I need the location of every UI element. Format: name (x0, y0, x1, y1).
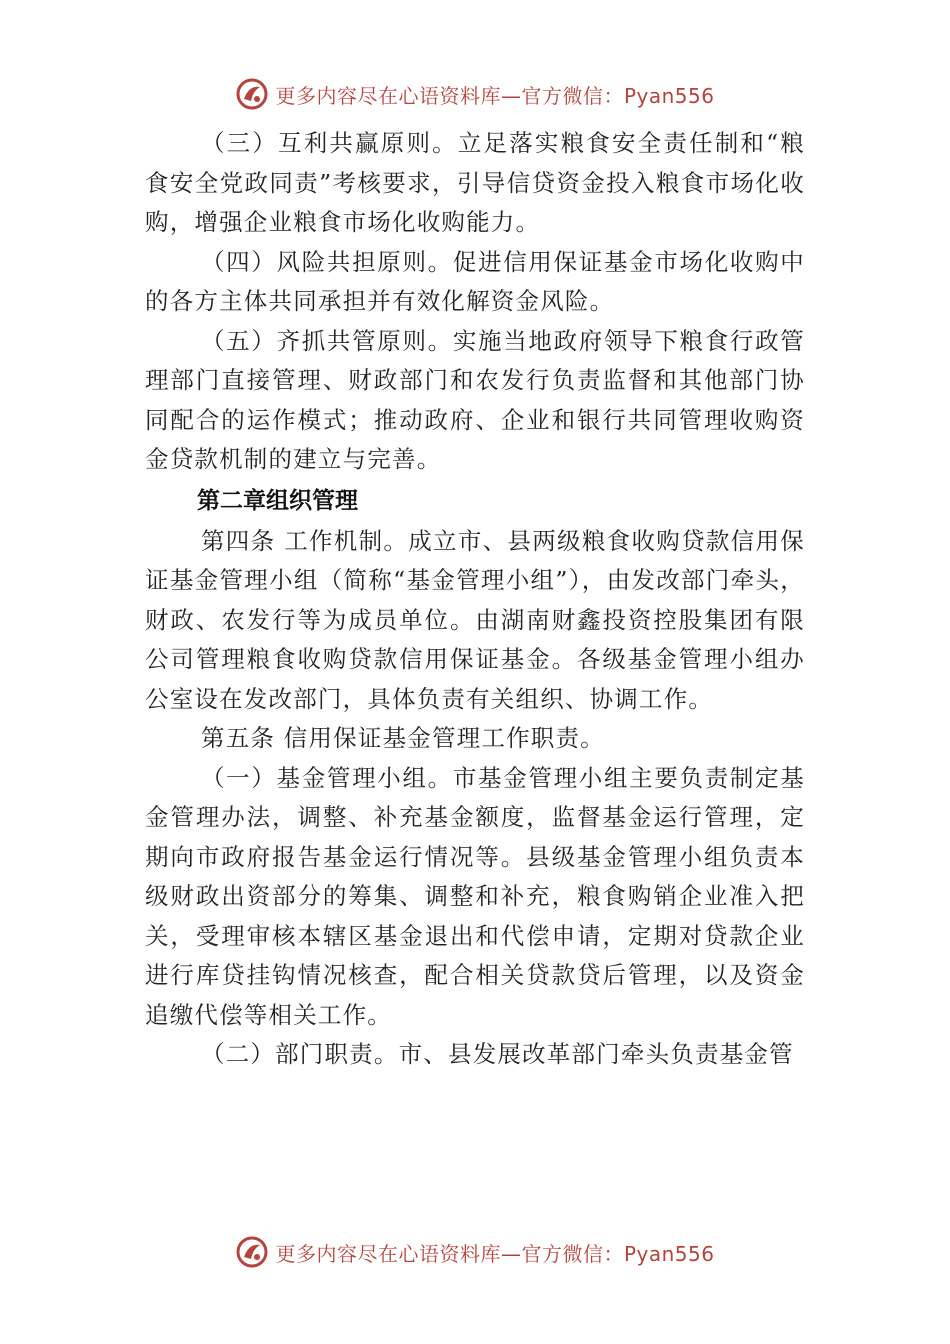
header-banner (0, 72, 950, 116)
paragraph-fund-group: （一）基金管理小组。市基金管理小组主要负责制定基金管理办法，调整、补充基金额度，监督基金运行管理，定期向市政府报告基金运行情况等。县级基金管理小组负责本级财政出资部分的筹集、调整和补充，粮食购销企业准入把关，受理审核本辖区基金退出和代偿申请，定期对贷款企业进行库贷挂钩情况核查，配合相关贷款贷后管理，以及资金追缴代偿等相关工作。 (145, 763, 805, 1029)
paragraph-principle-5: （五）齐抓共管原则。实施当地政府领导下粮食行政管理部门直接管理、财政部门和农发行负责监督和其他部门协同配合的运作模式；推动政府、企业和银行共同管理收购资金贷款机制的建立与完善。 (145, 326, 805, 473)
paragraph-article-5: 第五条 信用保证基金管理工作职责。 (201, 724, 605, 752)
chapter-heading: 第二章组织管理 (197, 487, 358, 514)
paragraph-principle-3: （三）互利共赢原则。立足落实粮食安全责任制和“粮食安全党政同责”考核要求，引导信贷资金投入粮食市场化收购，增强企业粮食市场化收购能力。 (145, 129, 805, 236)
header-banner-text: 更多内容尽在心语资料库—官方微信：Pyan556 (275, 83, 715, 108)
paragraph-principle-4: （四）风险共担原则。促进信用保证基金市场化收购中的各方主体共同承担并有效化解资金风险。 (145, 247, 805, 315)
paragraph-department-duties: （二）部门职责。市、县发展改革部门牵头负责基金管 (201, 1040, 794, 1068)
footer-banner-text: 更多内容尽在心语资料库—官方微信：Pyan556 (275, 1241, 715, 1266)
seal-logo-icon (235, 77, 269, 111)
seal-logo-icon (235, 1235, 269, 1269)
document-body (145, 124, 805, 1075)
paragraph-article-4: 第四条 工作机制。成立市、县两级粮食收购贷款信用保证基金管理小组（简称“基金管理小组”），由发改部门牵头，财政、农发行等为成员单位。由湖南财鑫投资控股集团有限公司管理粮食收购贷款信用保证基金。各级基金管理小组办公室设在发改部门，具体负责有关组织、协调工作。 (145, 526, 805, 713)
footer-banner (0, 1230, 950, 1274)
